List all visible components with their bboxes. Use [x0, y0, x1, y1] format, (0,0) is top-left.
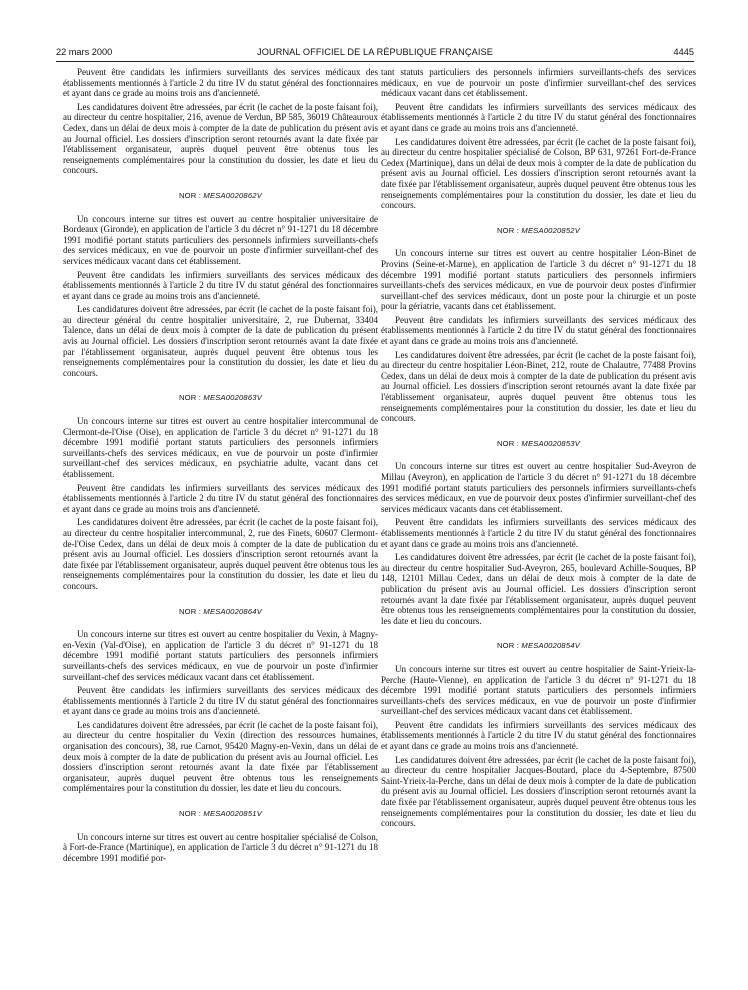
right-column — [381, 67, 696, 832]
notice — [381, 226, 696, 424]
nor-reference — [63, 607, 378, 618]
paragraph: Peuvent être candidats les infirmiers surveillants des services médicaux des établissements mentionnés à l'article 2 du titre IV du statut général des fonctionnaires et ayant dans ce grade au moins trois ans d'ancienneté. — [381, 314, 696, 347]
journal-title: JOURNAL OFFICIEL DE LA RÉPUBLIQUE FRANÇAISE — [257, 47, 493, 57]
nor-label: NOR : — [497, 438, 520, 448]
paragraph: Les candidatures doivent être adressées, par écrit (le cachet de la poste faisant foi), au directeur du centre hospitalier Léon-Binet, 212, route de Chalautre, 77488 Provins Cedex, dans un délai de deux mois à compter de la date de publication du présent avis au Journal officiel. Les dossiers d'inscription seront retournés avant la date fixée par l'établissement organisateur, auprès duquel peuvent être obtenus tous les renseignements complémentaires pour la constitution du dossier, les date et lieu du concours. — [381, 349, 696, 424]
nor-reference — [63, 191, 378, 202]
paragraph: Un concours interne sur titres est ouvert au centre hospitalier Sud-Aveyron de Millau (Aveyron), en application de l'article 3 du décret n° 91-1271 du 18 décembre 1991 modifié portant statuts particuliers des personnels infirmiers surveillants-chefs des services médicaux, en vue de pourvoir deux postes d'infirmier surveillant-chef des services médicaux vacants dans cet établissement. — [381, 461, 696, 514]
nor-reference — [381, 439, 696, 450]
notice — [63, 191, 378, 379]
notice — [381, 439, 696, 627]
paragraph: Peuvent être candidats les infirmiers surveillants des services médicaux des établissements mentionnés à l'article 2 du titre IV du statut général des fonctionnaires et ayant dans ce grade au moins trois ans d'ancienneté. — [381, 719, 696, 752]
paragraph: Les candidatures doivent être adressées, par écrit (le cachet de la poste faisant foi), au directeur général du centre hospitalier universitaire, 2, rue Dubernat, 33404 Talence, dans un délai de deux mois à compter de la date de publication du présent avis au Journal officiel. Les dossiers d'inscription seront retournés avant la date fixée par l'établissement organisateur, auprès duquel peuvent être obtenus tous les renseignements complémentaires pour la constitution du dossier, les date et lieu du concours. — [63, 304, 378, 378]
paragraph: Les candidatures doivent être adressées, par écrit (le cachet de la poste faisant foi), au directeur du centre hospitalier, 216, avenue de Verdun, BP 585, 36019 Châteauroux Cedex, dans un délai de deux mois à compter de la date de publication du présent avis au Journal officiel. Les dossiers d'inscription seront retournés avant la date fixée par l'établissement organisateur, auprès duquel peuvent être obtenus tous les renseignements complémentaires pour la constitution du dossier, les date et lieu du concours. — [63, 101, 378, 176]
paragraph: tant statuts particuliers des personnels infirmiers surveillants-chefs des services médicaux, en vue de pourvoir un poste d'infirmier surveillant-chef des services médicaux vacant dans cet établissement. — [381, 67, 696, 99]
nor-label: NOR : — [179, 809, 202, 819]
nor-label: NOR : — [179, 606, 202, 616]
page-header — [56, 47, 694, 61]
header-rule — [56, 61, 694, 62]
nor-code: MESA0020853V — [521, 438, 580, 448]
left-column — [63, 67, 378, 866]
nor-label: NOR : — [179, 393, 202, 403]
nor-code: MESA0020854V — [521, 641, 580, 651]
paragraph: Les candidatures doivent être adressées, par écrit (le cachet de la poste faisant foi), au directeur du centre hospitalier spécialisé de Colson, BP 631, 97261 Fort-de-France Cedex (Martinique), dans un délai de deux mois à compter de la date de publication du présent avis au Journal officiel. Les dossiers d'inscription seront retournés avant la date fixée par l'établissement organisateur, auprès duquel peuvent être obtenus tous les renseignements complémentaires pour la constitution du dossier, les date et lieu du concours. — [381, 136, 696, 211]
paragraph: Un concours interne sur titres est ouvert au centre hospitalier intercommunal de Clermont-de-l'Oise (Oise), en application de l'article 3 du décret n° 91-1271 du 18 décembre 1991 modifié portant statuts particuliers des personnels infirmiers surveillants-chefs des services médicaux, en vue de pourvoir un poste d'infirmier surveillant-chef des services médicaux, en psychiatrie adulte, vacant dans cet établissement. — [63, 416, 378, 479]
nor-reference — [63, 393, 378, 404]
nor-label: NOR : — [497, 225, 520, 235]
nor-reference — [381, 226, 696, 237]
paragraph: Un concours interne sur titres est ouvert au centre hospitalier spécialisé de Colson, à Fort-de-France (Martinique), en application de l'article 3 du décret n° 91-1271 du 18 décembre 1991 modifié por- — [63, 831, 378, 863]
notice — [63, 393, 378, 591]
paragraph: Peuvent être candidats les infirmiers surveillants des services médicaux des établissements mentionnés à l'article 2 du titre IV du statut général des fonctionnaires et ayant dans ce grade au moins trois ans d'ancienneté. — [63, 482, 378, 514]
paragraph: Peuvent être candidats les infirmiers surveillants des services médicaux des établissements mentionnés à l'article 2 du titre IV du statut général des fonctionnaires et ayant dans ce grade au moins trois ans d'ancienneté. — [381, 101, 696, 133]
nor-code: MESA0020864V — [203, 606, 262, 616]
paragraph: Un concours interne sur titres est ouvert au centre hospitalier universitaire de Bordeaux (Gironde), en application de l'article 3 du décret n° 91-1271 du 18 décembre 1991 modifié portant statuts particuliers des personnels infirmiers surveillants-chefs des services médicaux, en vue de pourvoir un poste d'infirmier surveillant-chef des services médicaux vacant dans cet établissement. — [63, 213, 378, 266]
paragraph: Un concours interne sur titres est ouvert au centre hospitalier du Vexin, à Magny-en-Vexin (Val-d'Oise), en application de l'article 3 du décret n° 91-1271 du 18 décembre 1991 modifié portant statuts particuliers des personnels infirmiers surveillants-chefs des services médicaux, en vue de pourvoir un poste d'infirmier surveillant-chef des services médicaux vacant dans cet établissement. — [63, 629, 378, 682]
notice — [381, 641, 696, 829]
nor-code: MESA0020862V — [203, 190, 262, 200]
paragraph: Les candidatures doivent être adressées, par écrit (le cachet de la poste faisant foi), au directeur du centre hospitalier intercommunal, 2, rue des Finets, 60607 Clermont-de-l'Oise Cedex, dans un délai de deux mois à compter de la date de publication du présent avis au Journal officiel. Les dossiers d'inscription seront retournés avant la date fixée par l'établissement organisateur, auprès duquel peuvent être obtenus tous les renseignements complémentaires pour la constitution du dossier, les date et lieu du concours. — [63, 517, 378, 591]
nor-reference — [63, 809, 378, 820]
paragraph: Les candidatures doivent être adressées, par écrit (le cachet de la poste faisant foi), au directeur du centre hospitalier Jacques-Boutard, place du 4-Septembre, 87500 Saint-Yrieix-la-Perche, dans un délai de deux mois à compter de la date de publication du présent avis au Journal officiel. Les dossiers d'inscription seront retournés avant la date fixée par l'établissement organisateur, auprès duquel peuvent être obtenus tous les renseignements complémentaires pour la constitution du dossier, les date et lieu du concours. — [381, 754, 696, 829]
paragraph: Peuvent être candidats les infirmiers surveillants des services médicaux des établissements mentionnés à l'article 2 du titre IV du statut général des fonctionnaires et ayant dans ce grade au moins trois ans d'ancienneté. — [63, 67, 378, 99]
notice — [63, 809, 378, 863]
nor-reference — [381, 641, 696, 652]
notice — [63, 607, 378, 795]
nor-label: NOR : — [179, 190, 202, 200]
paragraph: Peuvent être candidats les infirmiers surveillants des services médicaux des établissements mentionnés à l'article 2 du titre IV du statut général des fonctionnaires et ayant dans ce grade au moins trois ans d'ancienneté. — [381, 517, 696, 549]
nor-code: MESA0020851V — [203, 809, 262, 819]
intro-block — [63, 67, 378, 176]
paragraph: Un concours interne sur titres est ouvert au centre hospitalier Léon-Binet de Provins (Seine-et-Marne), en application de l'article 3 du décret n° 91-1271 du 18 décembre 1991 modifié portant statuts particuliers des personnels infirmiers surveillants-chefs des services médicaux, en vue de pourvoir deux postes d'infirmier surveillant-chef des services médicaux, dont un poste pour la chirurgie et un poste pour la gériatrie, vacants dans cet établissement. — [381, 248, 696, 312]
nor-label: NOR : — [497, 641, 520, 651]
continuation-block — [381, 67, 696, 211]
paragraph: Peuvent être candidats les infirmiers surveillants des services médicaux des établissements mentionnés à l'article 2 du titre IV du statut général des fonctionnaires et ayant dans ce grade au moins trois ans d'ancienneté. — [63, 269, 378, 301]
nor-code: MESA0020863V — [203, 393, 262, 403]
nor-code: MESA0020852V — [521, 225, 580, 235]
paragraph: Un concours interne sur titres est ouvert au centre hospitalier de Saint-Yrieix-la-Perche (Haute-Vienne), en application de l'article 3 du décret n° 91-1271 du 18 décembre 1991 modifié portant statuts particuliers des personnels infirmiers surveillants-chefs des services médicaux, en vue de pourvoir un poste d'infirmier surveillant-chef des services médicaux vacant dans cet établissement. — [381, 663, 696, 717]
page-number: 4445 — [673, 47, 694, 57]
paragraph: Les candidatures doivent être adressées, par écrit (le cachet de la poste faisant foi), au directeur du centre hospitalier Sud-Aveyron, 265, boulevard Achille-Souques, BP 148, 12101 Millau Cedex, dans un délai de deux mois à compter de la date de publication du présent avis au Journal officiel. Les dossiers d'inscription seront retournés avant la date fixée par l'établissement organisateur, auprès duquel peuvent être obtenus tous les renseignements complémentaires pour la constitution du dossier, les date et lieu du concours. — [381, 552, 696, 626]
paragraph: Peuvent être candidats les infirmiers surveillants des services médicaux des établissements mentionnés à l'article 2 du titre IV du statut général des fonctionnaires et ayant dans ce grade au moins trois ans d'ancienneté. — [63, 685, 378, 717]
paragraph: Les candidatures doivent être adressées, par écrit (le cachet de la poste faisant foi), au directeur du centre hospitalier du Vexin (direction des ressources humaines, organisation des concours), 38, rue Carnot, 95420 Magny-en-Vexin, dans un délai de deux mois à compter de la date de publication du présent avis au Journal officiel. Les dossiers d'inscription seront retournés avant la date fixée par l'établissement organisateur, auprès duquel peuvent être obtenus tous les renseignements complémentaires pour la constitution du dossier, les date et lieu du concours. — [63, 719, 378, 794]
issue-date: 22 mars 2000 — [56, 47, 113, 57]
